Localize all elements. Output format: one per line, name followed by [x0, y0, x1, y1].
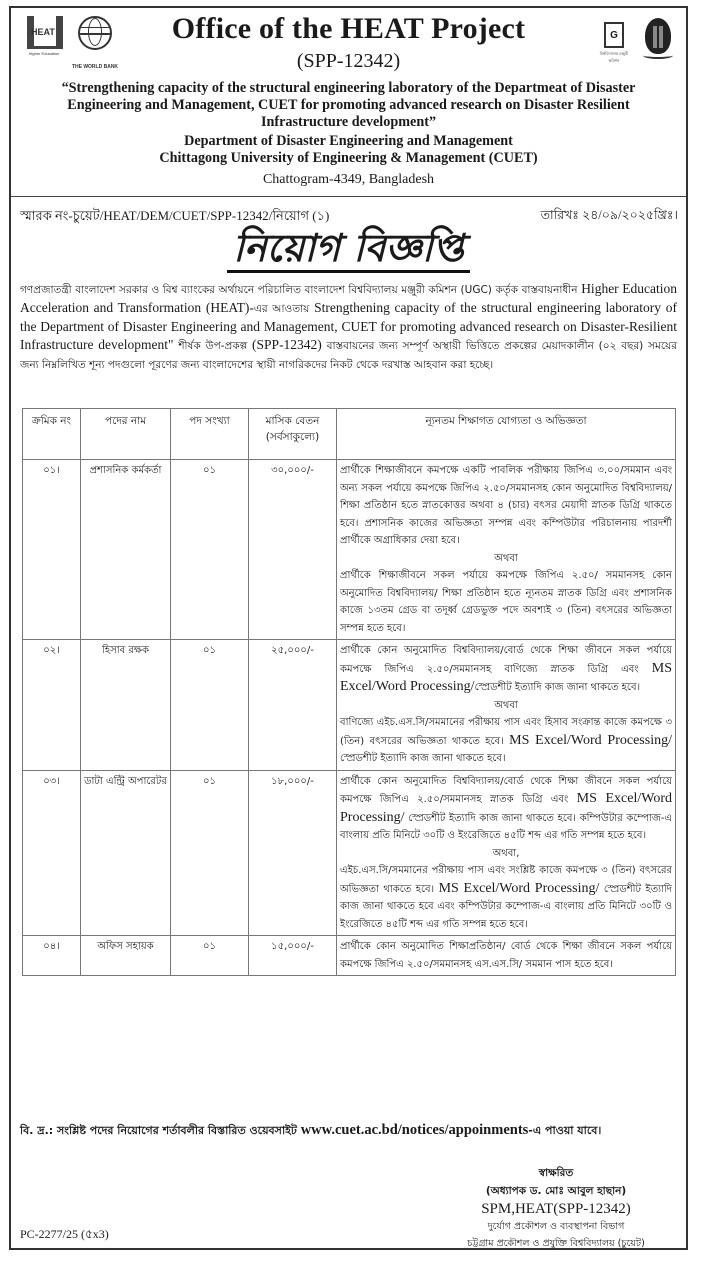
- salary-cell: ১৮,০০০/-: [249, 770, 337, 936]
- signatory-designation: SPM,HEAT(SPP-12342): [481, 1201, 631, 1217]
- university-name: Chittagong University of Engineering & Management (CUET): [159, 150, 538, 166]
- cuet-logo: [642, 16, 674, 62]
- header-count: পদ সংখ্যা: [171, 409, 249, 460]
- memo-reference: স্মারক নং-চুয়েট/HEAT/DEM/CUET/SPP-12342/নিয়োগ (১): [20, 208, 330, 223]
- project-code: (SPP-12342): [296, 50, 401, 72]
- post-cell: অফিস সহায়ক: [81, 936, 171, 976]
- header-salary: মাসিক বেতন (সর্বসাকুল্যে): [249, 409, 337, 460]
- project-title: “Strengthening capacity of the structural engineering laboratory of the Departmeat of Disaster Engineering and Management, CUET for promoting advanced research on Disaster Resilient Infrastructure development”: [61, 80, 636, 130]
- notice-heading: নিয়োগ বিজ্ঞপ্তি: [11, 226, 686, 273]
- qualification-cell: প্রার্থীকে কোন অনুমোদিত বিশ্ববিদ্যালয়/বোর্ড থেকে শিক্ষা জীবনে সকল পর্যায়ে কমপক্ষে জিপিএ ২.৫০/সমমানসহ বাণিজ্যে স্নাতক ডিগ্রি এবং MS Excel/Word Processing/স্প্রেডশীট ইত্যাদি কাজ জানা থাকতে হবে। অথবা বাণিজ্যে এইচ.এস.সি/সমমানের পরীক্ষায় পাস এবং হিসাব সংক্রান্ত কাজে কমপক্ষে ৩ (তিন) বৎসরের অভিজ্ঞতা থাকতে হবে। MS Excel/Word Processing/ স্প্রেডশীট ইত্যাদি কাজ জানা থাকতে হবে।: [337, 640, 676, 771]
- header-serial: ক্রমিক নং: [23, 409, 81, 460]
- signature-block: [436, 1164, 676, 1252]
- qualification-cell: প্রার্থীকে কোন অনুমোদিত বিশ্ববিদ্যালয়/বোর্ড থেকে শিক্ষা জীবনে সকল পর্যায়ে কমপক্ষে জিপিএ ২.৫০/সমমানসহ স্নাতক ডিগ্রি এবং MS Excel/Word Processing/ স্প্রেডশীট ইত্যাদি কাজ জানা থাকতে হবে। কম্পিউটার কম্পোজ-এ বাংলায় প্রতি মিনিটে ৩০টি ও ইংরেজিতে ৪৫টি শব্দ এর গতি সম্পন্ন হতে হবে। অথবা, এইচ.এস.সি/সমমানের পরীক্ষায় পাস এবং সংশ্লিষ্ট কাজে কমপক্ষে ৩ (তিন) বৎসরের অভিজ্ঞতা থাকতে হবে। MS Excel/Word Processing/ স্প্রেডশীট ইত্যাদি কাজ জানা থাকতে হবে এবং কম্পিউটার কম্পোজ-এ বাংলায় প্রতি মিনিটে ৩০টি ও ইংরেজিতে ৪৫টি শব্দ এর গতি সম্পন্ন হতে হবে।: [337, 770, 676, 936]
- pc-code: PC-2277/25 (৫x3): [20, 1227, 109, 1241]
- count-cell: ০১: [171, 460, 249, 640]
- header-post: পদের নাম: [81, 409, 171, 460]
- notice-date: তারিখঃ ২৪/০৯/২০২৫খ্রিঃ।: [540, 208, 678, 222]
- table-row: [23, 640, 676, 771]
- table-header-row: [23, 409, 676, 460]
- signatory-name: (অধ্যাপক ড. মোঃ আবুল হাছান): [485, 1185, 627, 1197]
- intro-paragraph: গণপ্রজাতন্ত্রী বাংলাদেশ সরকার ও বিশ্ব ব্যাংকের অর্থায়নে পরিচালিত বাংলাদেশ বিশ্ববিদ্যালয় মঞ্জুরী কমিশন (UGC) কর্তৃক বাস্তবায়নাধীন Higher Education Acceleration and Transformation (HEAT)-এর আওতায় Strengthening capacity of the structural engineering laboratory of the Department of Disaster Engineering and Management, CUET for promoting advanced research on Disaster-Resilient Infrastructure development" শীর্ষক উপ-প্রকল্প (SPP-12342) বাস্তবায়নের জন্য সম্পূর্ণ অস্থায়ী ভিত্তিতে প্রকল্পের মেয়াদকালীন (০২ বছর) সময়ের জন্য নিম্নলিখিত শূন্য পদগুলো পূরণের জন্য বাংলাদেশের স্থায়ী নাগরিকদের নিকট থেকে দরখাস্ত আহবান করা হচ্ছে।: [20, 281, 678, 371]
- header-qualification: ন্যূনতম শিক্ষাগত যোগ্যতা ও অভিজ্ঞতা: [337, 409, 676, 460]
- footnote: বি. দ্র.: সংশ্লিষ্ট পদের নিয়োগের শর্তাবলীর বিস্তারিত ওয়েবসাইট www.cuet.ac.bd/notices/appoinments-এ পাওয়া যাবে।: [20, 1122, 602, 1138]
- qualification-cell: প্রার্থীকে কোন অনুমোদিত শিক্ষাপ্রতিষ্ঠান/ বোর্ড থেকে শিক্ষা জীবনে সকল পর্যায়ে কমপক্ষে জিপিএ ২.৫০/সমমানসহ এস.এস.সি/ সমমান পাস হতে হবে।: [337, 936, 676, 976]
- table-row: [23, 460, 676, 640]
- serial-cell: ০৩।: [23, 770, 81, 936]
- website-link[interactable]: www.cuet.ac.bd/notices/appoinments: [300, 1122, 529, 1138]
- salary-cell: ১৫,০০০/-: [249, 936, 337, 976]
- serial-cell: ০১।: [23, 460, 81, 640]
- salary-cell: ৩০,০০০/-: [249, 460, 337, 640]
- heat-logo: HEAT Higher Education: [25, 16, 63, 58]
- ugc-logo: G বিশ্ববিদ্যালয় মঞ্জুরী কমিশন: [594, 16, 634, 65]
- department-name: Department of Disaster Engineering and Management: [184, 133, 513, 149]
- signed-label: স্বাক্ষরিত: [538, 1167, 574, 1179]
- post-cell: হিসাব রক্ষক: [81, 640, 171, 771]
- serial-cell: ০৪।: [23, 936, 81, 976]
- right-logos: [594, 16, 674, 65]
- salary-cell: ২৫,০০০/-: [249, 640, 337, 771]
- table-row: [23, 770, 676, 936]
- count-cell: ০১: [171, 770, 249, 936]
- address: Chattogram-4349, Bangladesh: [262, 172, 435, 187]
- office-title: Office of the HEAT Project: [171, 12, 526, 45]
- qualification-cell: প্রার্থীকে শিক্ষাজীবনে কমপক্ষে একটি পাবলিক পরীক্ষায় জিপিএ ৩.০০/সমমান এবং অন্য সকল পর্যায়ে কমপক্ষে জিপিএ ২.৫০/সমমানসহ কোন অনুমোদিত বিশ্ববিদ্যালয়/শিক্ষা প্রতিষ্ঠান হতে স্নাতকোত্তর অথবা ৪ (চার) বৎসর মেয়াদী স্নাতক ডিগ্রি থাকতে হবে। প্রশাসনিক কাজের অভিজ্ঞতা সম্পন্ন এবং কম্পিউটার পরিচালনায় পারদর্শী প্রার্থীকে অগ্রাধিকার দেয়া হবে। অথবা প্রার্থীকে শিক্ষাজীবনে সকল পর্যায়ে কমপক্ষে জিপিএ ২.৫০/ সমমানসহ কোন অনুমোদিত বিশ্ববিদ্যালয়/ শিক্ষা প্রতিষ্ঠান হতে ন্যূনতম স্নাতক ডিগ্রি এবং প্রশাসনিক কাজে ১৩তম গ্রেড বা তদূর্ধ্ব গ্রেডভুক্ত পদে অবশ্যই ৩ (তিন) বৎসরের অভিজ্ঞতা সম্পন্ন হতে হবে।: [337, 460, 676, 640]
- world-bank-logo: THE WORLD BANK: [69, 16, 121, 70]
- signatory-department: দুর্যোগ প্রকৌশল ও ব্যবস্থাপনা বিভাগ: [487, 1221, 625, 1232]
- vacancy-table: [22, 408, 676, 976]
- count-cell: ০১: [171, 936, 249, 976]
- letterhead: [11, 8, 686, 197]
- table-row: [23, 936, 676, 976]
- serial-cell: ০২।: [23, 640, 81, 771]
- post-cell: প্রশাসনিক কর্মকর্তা: [81, 460, 171, 640]
- count-cell: ০১: [171, 640, 249, 771]
- signatory-university: চট্টগ্রাম প্রকৌশল ও প্রযুক্তি বিশ্ববিদ্যালয় (চুয়েট): [467, 1238, 645, 1249]
- notice-frame: [9, 6, 688, 1250]
- department-block: [11, 133, 686, 167]
- post-cell: ডাটা এন্ট্রি অপারেটর: [81, 770, 171, 936]
